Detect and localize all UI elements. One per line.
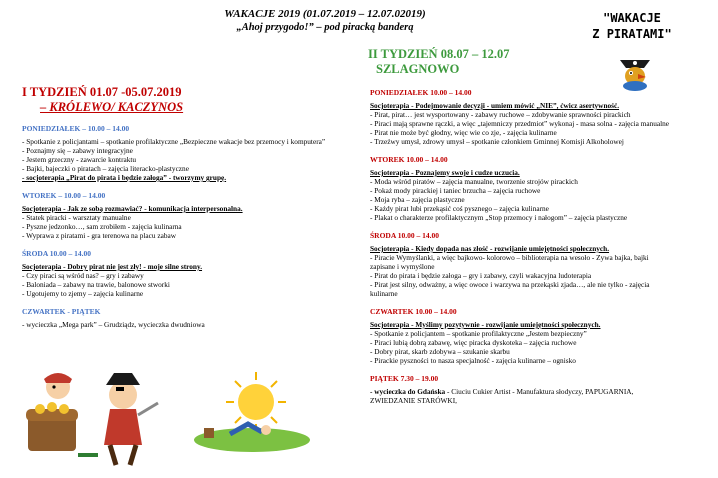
week2-title-dates: II TYDZIEŃ 08.07 – 12.07 xyxy=(368,47,510,61)
pirate-treasure-illustration xyxy=(18,365,168,470)
week1-monday xyxy=(22,124,342,182)
week2-monday xyxy=(370,88,675,146)
list-item: - Pyszne jedzonko…, sam zrobiłem - zajęcia kulinarna xyxy=(22,222,182,231)
list-item: - Pirat jest silny, odważny, a więc owoce i warzywa na przekąski zjada…, ale nie tylko - zajęcia kulinarne xyxy=(370,280,650,298)
list-item: - Pirat, pirat… jest wysportowany - zabawy ruchowe – zdobywanie sprawności pirackich xyxy=(370,110,631,119)
list-item: - Baloniada – zabawy na trawie, balonowe stworki xyxy=(22,280,170,289)
session-heading: Socjoterapia - Myślimy pozytywnie - rozwijanie umiejętności społecznych. xyxy=(370,320,601,329)
week1-tuesday xyxy=(22,191,342,240)
list-item: - Bajki, bajeczki o piratach – zajęcia literacko-plastyczne xyxy=(22,164,189,173)
week1-wednesday xyxy=(22,249,342,298)
session-heading: Socjoterapia - Poznajemy swoje i cudze uczucia. xyxy=(370,168,520,177)
day-heading: PIĄTEK 7.30 – 19.00 xyxy=(370,374,439,383)
day-heading: CZWARTEK - PIĄTEK xyxy=(22,307,101,316)
week2-title xyxy=(368,47,668,77)
week2-friday xyxy=(370,374,675,405)
list-item: - Spotkanie z policjantami – spotkanie profilaktyczne „Bezpieczne wakacje bez przemocy i komputera” xyxy=(22,137,326,146)
list-item: - Pirat nie może być głodny, więc wie co zje, - zajęcia kulinarne xyxy=(370,128,557,137)
list-item: - Piraci mają sprawne rączki, a więc „tajemniczy przedmiot” wykonaj - masa solna - zajęcia manualne xyxy=(370,119,670,128)
week1-title-dates: I TYDZIEŃ 01.07 -05.07.2019 xyxy=(22,85,182,99)
week1-title xyxy=(22,85,322,115)
day-heading: PONIEDZIAŁEK 10.00 – 14.00 xyxy=(370,88,472,97)
list-item: - Pirackie pyszności to nasza specjalność - zajęcia kulinarne – ognisko xyxy=(370,356,576,365)
week1-thursday-friday xyxy=(22,307,342,329)
list-item: - Pokaż mody pirackiej i taniec brzucha – zajęcia ruchowe xyxy=(370,186,541,195)
list-item: - Ugotujemy to zjemy – zajęcia kulinarne xyxy=(22,289,144,298)
session-heading: Socjoterapia - Jak ze sobą rozmawiać? - komunikacja interpersonalna. xyxy=(22,204,243,213)
list-item: - Statek piracki - warsztaty manualne xyxy=(22,213,131,222)
day-heading: WTOREK – 10.00 – 14.00 xyxy=(22,191,106,200)
day-heading: CZWARTEK 10.00 – 14.00 xyxy=(370,307,457,316)
list-item: - Poznajmy się – zabawy integracyjne xyxy=(22,146,133,155)
week2-title-location: SZLAGNOWO xyxy=(376,62,460,76)
session-heading: Socjoterapia - Podejmowanie decyzji - umiem mówić „NIE”, ćwicz asertywność. xyxy=(370,101,620,110)
week2-thursday xyxy=(370,307,675,365)
list-item: - Plakat o charakterze profilaktycznym „Stop przemocy i nałogom” – zajęcia plastyczne xyxy=(370,213,628,222)
day-heading: ŚRODA 10.00 – 14.00 xyxy=(370,231,439,240)
list-item: - Pirat do pirata i będzie załoga – gry i zabawy, czyli wakacyjna ludoterapia xyxy=(370,271,592,280)
brand-title xyxy=(572,10,692,42)
page-title: WAKACJE 2019 (01.07.2019 – 12.07.02019) xyxy=(224,8,426,20)
list-item: - Moda wśród piratów – zajęcia manualne, tworzenie strojów pirackich xyxy=(370,177,578,186)
list-item: - Wyprawa z piratami - gra terenowa na placu zabaw xyxy=(22,231,177,240)
session-heading: Socjoterapia - Dobry pirat nie jest zły! - moje silne strony. xyxy=(22,262,203,271)
list-item: - socjoterapia „Pirat do pirata i będzie załoga” - tworzymy grupę. xyxy=(22,173,227,182)
week2-wednesday xyxy=(370,231,675,298)
brand-line-2: Z PIRATAMI" xyxy=(592,27,672,41)
list-item: - Czy piraci są wśród nas? – gry i zabawy xyxy=(22,271,144,280)
week2-tuesday xyxy=(370,155,675,222)
list-item: - Piraci lubią dobrą zabawę, więc piracka dyskoteka – zajęcia ruchowe xyxy=(370,338,577,347)
island-pirate-illustration xyxy=(190,368,315,453)
list-item: - Każdy pirat lubi przekąsić coś pysznego – zajęcia kulinarne xyxy=(370,204,549,213)
trip-heading: - wycieczka do Gdańska xyxy=(370,387,446,396)
day-heading: WTOREK 10.00 – 14.00 xyxy=(370,155,448,164)
week2-schedule xyxy=(370,88,675,414)
list-item: - wycieczka „Mega park” – Grudziądz, wycieczka dwudniowa xyxy=(22,320,205,329)
list-item: - Dobry pirat, skarb zdobywa – szukanie skarbu xyxy=(370,347,510,356)
week1-title-location: – KRÓLEWO/ KACZYNOS xyxy=(40,100,184,114)
day-heading: PONIEDZIAŁEK – 10.00 – 14.00 xyxy=(22,124,130,133)
day-heading: ŚRODA 10.00 – 14.00 xyxy=(22,249,91,258)
week1-schedule xyxy=(22,124,342,338)
list-item: - Spotkanie z policjantem – spotkanie profilaktyczne „Jestem bezpieczny” xyxy=(370,329,587,338)
list-item: - Trzeźwy umysł, zdrowy umysł – spotkanie członkiem Gminnej Komisji Alkoholowej xyxy=(370,137,624,146)
page-subtitle: „Ahoj przygodo!” – pod piracką banderą xyxy=(236,22,414,33)
trip-details: - Ciuciu Cukier Artist - Manufaktura słodyczy, PAPUGARNIA, ZWIEDZANIE STARÓWKI, xyxy=(370,387,634,405)
session-heading: Socjoterapia - Kiedy dopada nas złość - rozwijanie umiejętności społecznych. xyxy=(370,244,610,253)
list-item: - Jestem grzeczny - zawarcie kontraktu xyxy=(22,155,137,164)
list-item: - Moja ryba – zajęcia plastyczne xyxy=(370,195,465,204)
brand-line-1: "WAKACJE xyxy=(603,11,661,25)
list-item: - Piracie Wymyślanki, a więc bajkowo- kolorowo – biblioterapia na wesoło - Zywa bajka, bajki zapisane i wymyślone xyxy=(370,253,649,271)
